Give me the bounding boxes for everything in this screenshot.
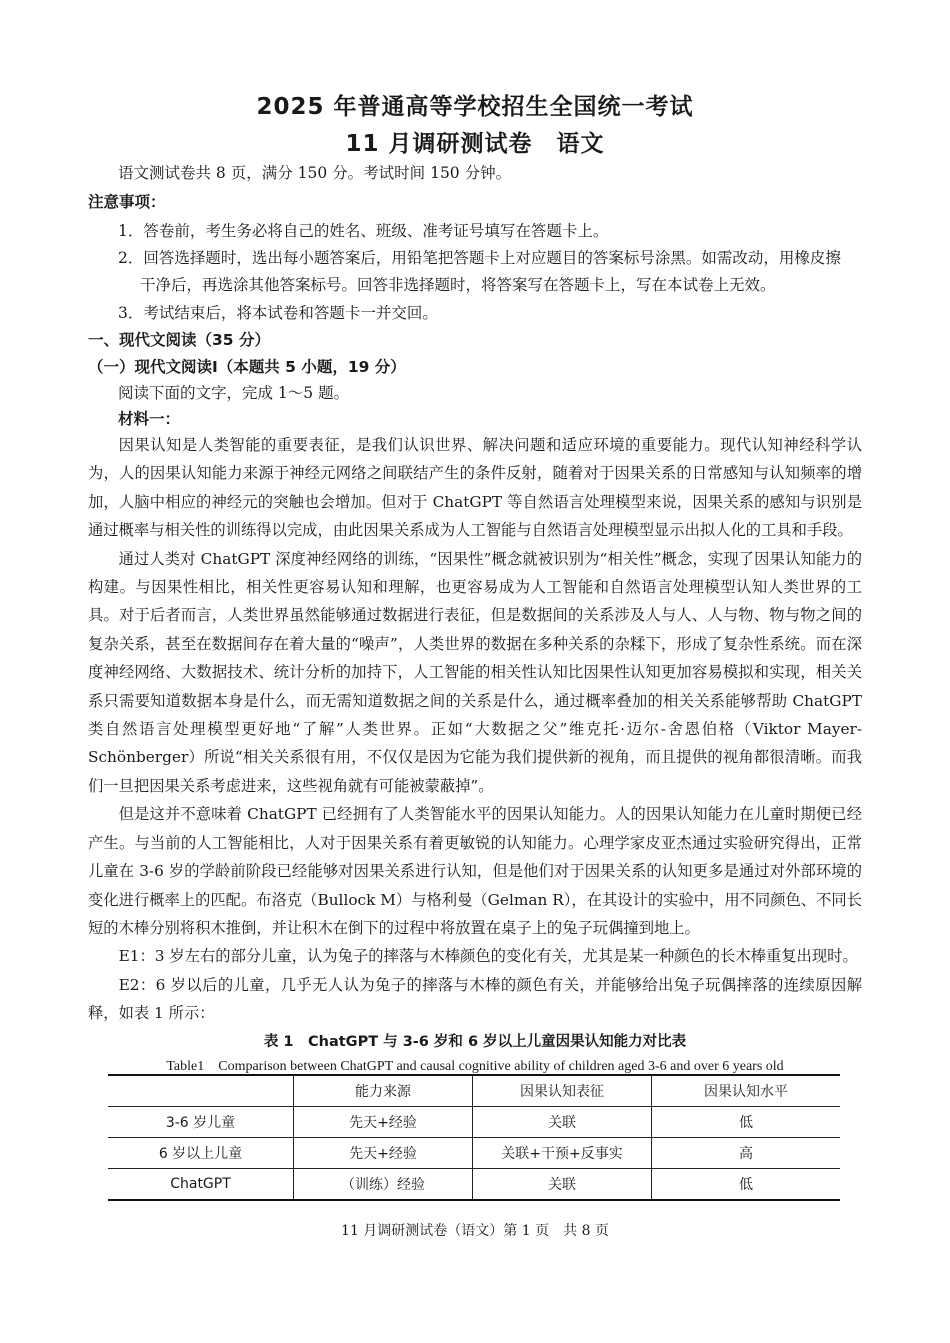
table-header-row	[108, 1075, 840, 1107]
table-header-cell: 因果认知水平	[652, 1075, 841, 1107]
table-caption-en: Table1 Comparison between ChatGPT and causal cognitive ability of children aged 3-6 and over 6 years old	[166, 1059, 784, 1074]
table-header-cell	[108, 1075, 294, 1107]
sub-section-heading: （一）现代文阅读Ⅰ（本题共 5 小题，19 分）	[88, 358, 406, 376]
table-header-cell: 因果认知表征	[473, 1075, 652, 1107]
section-heading: 一、现代文阅读（35 分）	[88, 331, 270, 349]
table-cell: 关联	[473, 1107, 652, 1138]
notice-item-2: 2．回答选择题时，选出每小题答案后，用铅笔把答题卡上对应题目的答案标号涂黑。如需改动，用橡皮擦	[118, 249, 841, 267]
material-label: 材料一：	[118, 410, 181, 428]
notice-item-3: 3．考试结束后，将本试卷和答题卡一并交回。	[118, 304, 438, 322]
notice-item-2-cont: 干净后，再选涂其他答案标号。回答非选择题时，将答案写在答题卡上，写在本试卷上无效。	[140, 276, 776, 294]
table-cell: 3-6 岁儿童	[108, 1107, 294, 1138]
table-row	[108, 1138, 840, 1169]
exam-title: 2025 年普通高等学校招生全国统一考试	[256, 94, 694, 120]
table-row	[108, 1169, 840, 1201]
notice-heading: 注意事项：	[88, 193, 166, 211]
table-cell: ChatGPT	[108, 1169, 294, 1201]
paragraph: 因果认知是人类智能的重要表征，是我们认识世界、解决问题和适应环境的重要能力。现代认知神经科学认为，人的因果认知能力来源于神经元网络之间联结产生的条件反射，随着对于因果关系的日常感知与认知频率的增加，人脑中相应的神经元的突触也会增加。但对于 ChatGPT 等自然语言处理模型来说，因果关系的感知与识别是通过概率与相关性的训练得以完成，由此因果关系成为人工智能与自然语言处理模型显示出拟人化的工具和手段。	[88, 436, 862, 540]
comparison-table	[108, 1074, 840, 1201]
table-cell: 6 岁以上儿童	[108, 1138, 294, 1169]
reading-instruction: 阅读下面的文字，完成 1～5 题。	[118, 384, 350, 402]
paragraph: 但是这并不意味着 ChatGPT 已经拥有了人类智能水平的因果认知能力。人的因果认知能力在儿童时期便已经产生。与当前的人工智能相比，人对于因果关系有着更敏锐的认知能力。心理学家皮亚杰通过实验研究得出，正常儿童在 3-6 岁的学龄前阶段已经能够对因果关系进行认知，但是他们对于因果关系的认知更多是通过对外部环境的变化进行概率上的匹配。布洛克（Bullock M）与格利曼（Gelman R），在其设计的实验中，用不同颜色、不同长短的木棒分别将积木推倒，并让积木在倒下的过程中将放置在桌子上的兔子玩偶撞到地上。	[88, 805, 862, 937]
table-cell: 先天+经验	[294, 1138, 473, 1169]
reading-passage	[88, 431, 862, 1028]
paragraph: E2：6 岁以后的儿童，几乎无人认为兔子的摔落与木棒的颜色有关，并能够给出兔子玩偶摔落的连续原因解释，如表 1 所示：	[88, 975, 862, 1023]
table-cell: 关联+干预+反事实	[473, 1138, 652, 1169]
table-caption-cn: 表 1 ChatGPT 与 3-6 岁和 6 岁以上儿童因果认知能力对比表	[263, 1034, 687, 1050]
table-cell: （训练）经验	[294, 1169, 473, 1201]
table-cell: 低	[652, 1169, 841, 1201]
paragraph: 通过人类对 ChatGPT 深度神经网络的训练，“因果性”概念就被识别为“相关性”概念，实现了因果认知能力的构建。与因果性相比，相关性更容易认知和理解，也更容易成为人工智能和自然语言处理模型认知人类世界的工具。对于后者而言，人类世界虽然能够通过数据进行表征，但是数据间的关系涉及人与人、人与物、物与物之间的复杂关系，甚至在数据间存在着大量的“噪声”，人类世界的数据在多种关系的杂糅下，形成了复杂性系统。而在深度神经网络、大数据技术、统计分析的加持下，人工智能的相关性认知比因果性认知更加容易模拟和实现，相关关系只需要知道数据本身是什么，而无需知道数据之间的关系是什么，通过概率叠加的相关关系能够帮助 ChatGPT 类自然语言处理模型更好地“了解”人类世界。正如“大数据之父”维克托·迈尔-舍恩伯格（Viktor Mayer-Schönberger）所说“相关关系很有用，不仅仅是因为它能为我们提供新的视角，而且提供的视角都很清晰。而我们一旦把因果关系考虑进来，这些视角就有可能被蒙蔽掉”。	[88, 549, 862, 795]
notice-item-1: 1．答卷前，考生务必将自己的姓名、班级、准考证号填写在答题卡上。	[118, 222, 609, 240]
table-header-cell: 能力来源	[294, 1075, 473, 1107]
table-cell: 关联	[473, 1169, 652, 1201]
exam-subtitle: 11 月调研测试卷 语文	[345, 131, 605, 157]
page-footer: 11 月调研测试卷（语文）第 1 页 共 8 页	[341, 1223, 609, 1239]
table-cell: 先天+经验	[294, 1107, 473, 1138]
table-cell: 低	[652, 1107, 841, 1138]
paragraph: E1：3 岁左右的部分儿童，认为兔子的摔落与木棒颜色的变化有关，尤其是某一种颜色的长木棒重复出现时。	[118, 947, 858, 966]
table-cell: 高	[652, 1138, 841, 1169]
exam-intro: 语文测试卷共 8 页，满分 150 分。考试时间 150 分钟。	[118, 164, 512, 182]
table-row	[108, 1107, 840, 1138]
